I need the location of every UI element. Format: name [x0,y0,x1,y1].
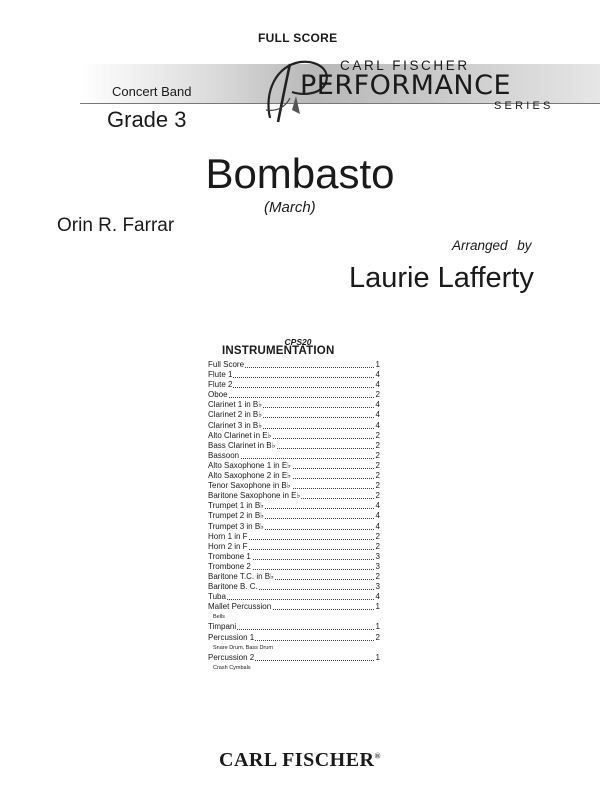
instrument-note: Crash Cymbals [213,664,251,671]
instrument-row [208,562,380,572]
instrument-row [208,421,380,431]
registered-mark: ® [374,751,381,761]
instrument-row [208,592,380,602]
instrument-name: Trumpet 3 in B♭ [208,521,264,531]
instrument-name: Alto Clarinet in E♭ [208,430,272,440]
instrument-row [208,451,380,461]
instrument-name: Tuba [208,592,226,602]
instrument-name: Mallet Percussion [208,602,272,612]
arranger-name: Laurie Lafferty [349,262,534,294]
instrument-row [208,602,380,612]
instrument-name: Percussion 2 [208,652,255,662]
instrument-name: Trombone 2 [208,561,251,571]
instrument-quantity: 2 [375,491,380,501]
grade-label: Grade 3 [107,107,187,132]
instrument-quantity: 4 [375,400,380,410]
instrument-row [208,653,380,663]
instrument-quantity: 4 [375,521,380,531]
publisher-logo [0,749,600,772]
instrument-row [208,501,380,511]
instrument-row [208,522,380,532]
instrument-name: Baritone T.C. in B♭ [208,571,274,581]
instrument-row [208,410,380,420]
instrument-quantity: 1 [375,360,380,369]
instrument-quantity: 2 [375,430,380,440]
series-publisher: CARL FISCHER [340,58,470,73]
instrument-row [208,400,380,410]
instrument-quantity: 2 [375,390,380,400]
instrument-name: Clarinet 2 in B♭ [208,410,263,420]
publisher-name: CARL FISCHER [219,749,375,771]
instrument-quantity: 4 [375,410,380,420]
instrument-name: Percussion 1 [208,632,255,642]
instrument-row [208,461,380,471]
instrument-quantity: 1 [375,602,380,612]
instrument-row [208,390,380,400]
series-suffix: SERIES [494,100,554,112]
piece-title: Bombasto [205,150,395,197]
instrument-name: Bassoon [208,450,240,460]
leader-dots [208,397,374,398]
instrument-row [208,582,380,592]
ensemble-label: Concert Band [112,84,192,99]
instrument-quantity: 2 [375,471,380,481]
instrument-name: Baritone B. C. [208,582,258,592]
instrument-row [208,370,380,380]
arranged-by-label: Arranged by [452,238,532,253]
instrument-quantity: 3 [375,582,380,592]
instrument-quantity: 4 [375,592,380,602]
instrument-row [208,491,380,501]
full-score-label: FULL SCORE [258,31,338,45]
instrument-name: Flute 2 [208,380,233,390]
instrument-row [208,572,380,582]
leader-dots [208,599,374,600]
instrument-name: Trumpet 1 in B♭ [208,501,264,511]
instrument-name: Baritone Saxophone in E♭ [208,491,301,501]
instrument-name: Horn 1 in F [208,531,248,541]
instrument-row [208,471,380,481]
instrument-row [208,542,380,552]
instrument-name: Timpani [208,622,237,632]
instrument-quantity: 1 [375,652,380,662]
instrument-row [208,532,380,542]
instrument-row [208,441,380,451]
instrument-quantity: 2 [375,531,380,541]
instrument-note: Bells [213,614,225,621]
instrument-quantity: 2 [375,440,380,450]
instrumentation-heading: INSTRUMENTATION [222,345,335,357]
instrument-quantity: 2 [375,632,380,642]
instrument-quantity: 2 [375,541,380,551]
instrument-name: Alto Saxophone 2 in E♭ [208,471,291,481]
instrument-quantity: 4 [375,420,380,430]
series-name: PERFORMANCE [300,70,512,101]
instrument-row [208,380,380,390]
instrument-name: Flute 1 [208,370,233,380]
instrument-name: Horn 2 in F [208,541,248,551]
instrument-quantity: 2 [375,571,380,581]
instrument-row [208,360,380,370]
instrument-row [208,431,380,441]
instrument-row [208,511,380,521]
instrument-row [208,552,380,562]
instrument-quantity: 2 [375,450,380,460]
instrument-name: Alto Saxophone 1 in E♭ [208,460,291,470]
instrument-quantity: 3 [375,561,380,571]
instrument-quantity: 4 [375,511,380,521]
composer-name: Orin R. Farrar [57,215,175,236]
instrument-row [208,622,380,632]
instrument-quantity: 4 [375,380,380,390]
instrument-quantity: 2 [375,481,380,491]
instrument-quantity: 4 [375,501,380,511]
instrument-quantity: 1 [375,622,380,632]
instrument-name: Tenor Saxophone in B♭ [208,481,291,491]
instrument-quantity: 3 [375,551,380,561]
instrument-quantity: 2 [375,460,380,470]
instrument-name: Trumpet 2 in B♭ [208,511,264,521]
instrument-row [208,481,380,491]
instrument-name: Trombone 1 [208,551,251,561]
instrument-name: Clarinet 1 in B♭ [208,400,263,410]
catalog-number: CPS20 [284,337,312,347]
instrument-name: Full Score [208,360,245,369]
instrument-name: Oboe [208,390,228,400]
instrument-name: Clarinet 3 in B♭ [208,420,263,430]
instrumentation-list [208,360,380,673]
piece-subtitle: (March) [264,199,316,216]
instrument-name: Bass Clarinet in B♭ [208,440,276,450]
instrument-note: Snare Drum, Bass Drum [213,644,273,651]
instrument-quantity: 4 [375,370,380,380]
instrument-row [208,633,380,643]
